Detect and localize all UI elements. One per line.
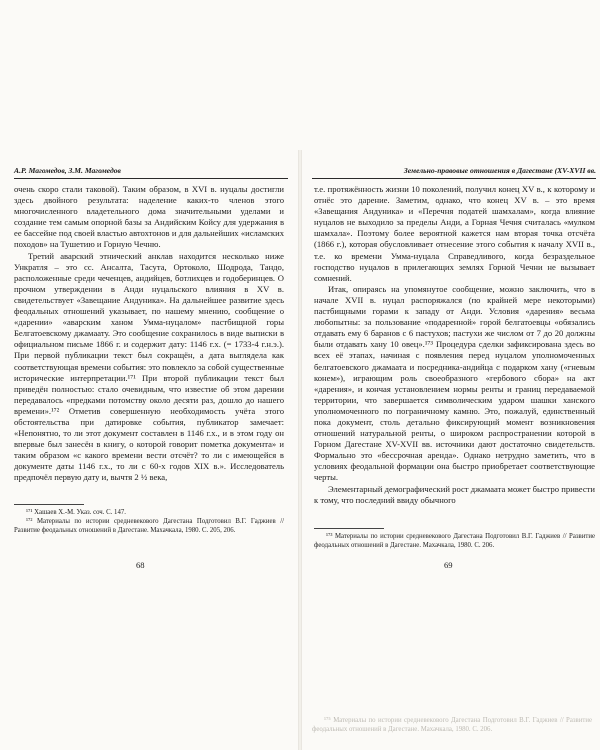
paragraph: Третий аварский этнический анклав находится несколько ниже Ункратля – это сс. Ансалта, Тасута, Ортоколо, Шодрода, Тандо, расположенные среди чеченцев, андийцев, ботлихцев и годоберинцев. О прочном утверждении в Анди нуцальского влияния в XV в. свидетельствует «Завещание Андуника». На дальнейшее развитие здесь феодальных отношений указывает, по нашему мнению, сообщение о «дарении» «аварским ханом Умма-нуцалом» пастбищной горы Белгатоевскому джамаату. Это сообщение сохранилось в виде выписки в официальном письме 1866 г. и содержит дату: 1146 г.х. (= 1733-4 г.н.э.). При первой публикации текст был сокращён, а дата выглядела как соответствующая времени события: это повлекло за собой существенные исторические интерпретации.¹⁷¹ При второй публикации текст был приведён полностью: стало очевидным, что известие об этом дарении передавалось «предками потомству около десяти раз, дошло до нашего времени».¹⁷² Отметив совершенную необходимость учёта этого обстоятельства при датировке события, публикатор замечает: «Непонятно, то ли этот документ составлен в 1146 г.х., и в этом году он впервые был занесён в книгу, о которой говорит пометка документа» и таким образом «с какого времени вести отсчёт? то ли с имеющейся в документе даты 1146 г.х., то ли с 60-х годов XIX в.». Исследователь предпочёл первую дату и, вычтя 2 ½ века, — [14, 250, 284, 483]
footnotes-left — [14, 508, 284, 535]
page-number-left: 68 — [136, 560, 145, 570]
header-rule-left — [14, 178, 288, 179]
footnote: ¹⁷² Материалы по истории средневекового Дагестана Подготовил В.Г. Гаджиев // Развитие феодальных отношений в Дагестане. Махачкала, 1980. С. 205, 206. — [14, 518, 284, 534]
right-page — [302, 0, 600, 750]
paragraph: т.е. протяжённость жизни 10 поколений, получил конец XV в., к которому и отнёс это дарение. Заметим, однако, что конец XV в. – это время «Завещания Андуника» и «Перечня податей шамхалам», когда влияние нуцалов не выходило за пределы Анди, а Горная Чечня считалась «мулком шамхала». Поэтому более вероятной кажется нам вторая точка отсчёта (1866 г.), которая обусловливает отнесение этого события к началу XVII в., т.е. ко времени Умма-нуцала Справедливого, когда безраздельное господство нуцалов в прилегающих землях Горной Чечни не вызывает сомнений. — [314, 184, 595, 283]
footnote: ¹⁷³ Материалы по истории средневекового Дагестана Подготовил В.Г. Гаджиев // Развитие феодальных отношений в Дагестане. Махачкала, 1980. С. 206. — [314, 533, 595, 549]
bleed-through-footnote: ¹⁷⁵ Материалы по истории средневекового Дагестана Подготовил В.Г. Гаджиев // Развитие феодальных отношений в Дагестане. Махачкала, 1980. С. 206. — [312, 717, 592, 733]
paragraph: Элементарный демографический рост джамаата может быстро привести к тому, что последний ввиду обычного — [314, 483, 595, 505]
header-rule-right — [312, 178, 596, 179]
paragraph: очень скоро стали таковой). Таким образом, в XVI в. нуцалы достигли здесь двойного результата: наделение каких-то членов этого многочисленного владетельного дома значительными уделами и создание тем самым опорной базы за Андийским Койсу для удержания в ее бассейне под своей властью автохтонов и для дальнейших «исламских походов» на Тушетию и Горную Чечню. — [14, 184, 284, 250]
paragraph: Итак, опираясь на упомянутое сообщение, можно заключить, что в начале XVII в. нуцал распоряжался (по крайней мере некоторыми) пастбищными горами к западу от Анди. Условия «дарения» весьма любопытны: за пользование «подаренной» горой белгатоевцы «обязались отдавать ему 6 баранов с 6 пастухов; пастухи же числом от 7 до 20 должны были отдавать хану 10 овец».¹⁷³ Процедура сделки зафиксирована здесь во всех её этапах, начиная с появления перед нуцалом уполномоченных белгатоевского джамаата и посредника-андийца с подарком хану («гневым конем»), играющим роль своеобразного «гербового сбора» на акт «дарения», и кончая установлением нормы ренты и границ передаваемой территории, что завершается символическим ударом шашки ханского уполномоченного по пограничному камню. Это, пожалуй, единственный пока документ, столь детально фиксирующий момент возникновения отношений натуральной ренты, о широком распространении которой в Горном Дагестане XV-XVII вв. источники дают достаточно свидетельств. Формально это «бессрочная аренда». Однако нетрудно заметить, что в условиях феодальной формации она быстро приобретает соответствующие черты. — [314, 283, 595, 483]
body-text-right — [314, 184, 595, 506]
footnotes-right — [314, 532, 595, 550]
footnote: ¹⁷¹ Хашаев Х.-М. Указ. соч. С. 147. — [26, 509, 126, 516]
running-head-left: А.Р. Магомедов, З.М. Магомедов — [14, 166, 121, 175]
footnote-rule-right — [314, 528, 384, 529]
body-text-left — [14, 184, 284, 484]
footnote-rule-left — [14, 504, 84, 505]
page-number-right: 69 — [444, 560, 453, 570]
left-page — [0, 0, 298, 750]
running-head-right: Земельно-правовые отношения в Дагестане (XV-XVII вв. — [403, 166, 596, 175]
